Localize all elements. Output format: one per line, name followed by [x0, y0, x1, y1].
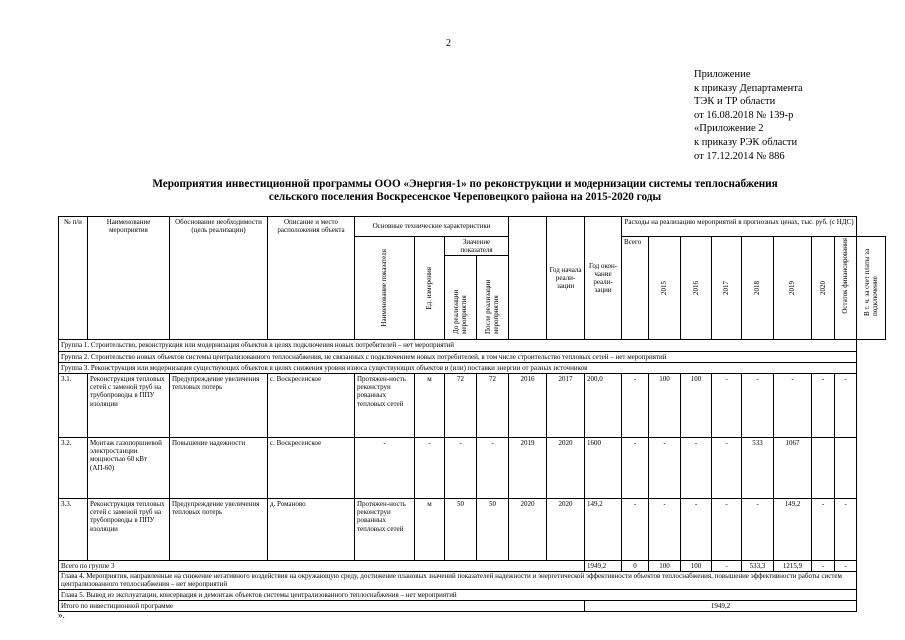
row-name: Монтаж газопоршневой электростанции мощностью 60 кВт (АП-60) [88, 438, 170, 499]
document-title [60, 178, 870, 204]
header-year-2019: 2019 [774, 237, 812, 340]
row-year-start: 2020 [509, 499, 547, 561]
row-2016: 100 [649, 374, 681, 438]
page-number: 2 [446, 38, 451, 49]
header-value-group: Значение показателя [445, 237, 509, 256]
row-reason: Повышение надежности [170, 438, 268, 499]
table-row [59, 438, 886, 499]
appendix-line: к приказу РЭК области [694, 136, 798, 148]
row-location: с. Воскресенское [268, 438, 355, 499]
row-2019: - [742, 374, 774, 438]
row-reason: Предупреждение увеличения тепловых потерь [170, 374, 268, 438]
row-param: Протяжен-ность реконструи рованных тепловых сетей [355, 374, 415, 438]
row-incl-fee: - [835, 374, 857, 438]
row-2015: - [622, 374, 649, 438]
row-before: - [445, 438, 477, 499]
header-tech: Основные технические характеристики [355, 217, 509, 237]
row-param: Протяжен-ность реконструи рованных тепловых сетей [355, 499, 415, 561]
header-empty [509, 217, 547, 340]
header-reason: Обоснование необходимости (цель реализации) [170, 217, 268, 340]
appendix-line: ТЭК и ТР области [694, 96, 776, 108]
row-year-end: 2017 [547, 374, 585, 438]
row-2020: - [774, 374, 812, 438]
appendix-line: «Приложение 2 [694, 123, 764, 135]
row-2016: - [649, 499, 681, 561]
table-row [59, 374, 886, 438]
header-year-2015: 2015 [649, 237, 681, 340]
header-year-2018: 2018 [742, 237, 774, 340]
row-unit: - [415, 438, 445, 499]
header-total: Всего [622, 237, 649, 340]
program-total-value: 1949,2 [585, 600, 857, 611]
row-incl-fee: - [835, 499, 857, 561]
row-before: 72 [445, 374, 477, 438]
group-3-total-incl-fee: - [835, 561, 857, 572]
header-location: Описание и место расположения объекта [268, 217, 355, 340]
row-2017: 100 [681, 374, 712, 438]
program-total-row [59, 600, 886, 611]
header-incl-fee: В т. ч. за счет платы за подключение [857, 237, 886, 340]
header-year-2017: 2017 [712, 237, 742, 340]
row-2020: 1067 [774, 438, 812, 499]
header-year-2016: 2016 [681, 237, 712, 340]
row-2015: - [622, 499, 649, 561]
row-2019: - [742, 499, 774, 561]
group-2-row: Группа 2. Строительство новых объектов системы централизованного теплоснабжения, не связанных с подключением новых потребителей, в том числе строительство тепловых сетей – нет мероприятий [59, 351, 857, 362]
header-year-2020: 2020 [812, 237, 835, 340]
row-2018: - [712, 499, 742, 561]
row-param: - [355, 438, 415, 499]
appendix-line: от 17.12.2014 № 886 [694, 150, 785, 162]
row-remaining: - [812, 374, 835, 438]
row-after: - [477, 438, 509, 499]
chapter-5-row: Глава 5. Вывод из эксплуатации, консервация и демонтаж объектов системы централизованного теплоснабжения – нет мероприятий [59, 589, 857, 600]
row-unit: м [415, 374, 445, 438]
row-location: с. Воскресенское [268, 374, 355, 438]
header-num: № п/и [59, 217, 88, 340]
row-year-end: 2020 [547, 438, 585, 499]
header-after: После реализации мероприятия [477, 256, 509, 340]
group-3-total-2015: 0 [622, 561, 649, 572]
title-line-2: сельского поселения Воскресенское Череповецкого района на 2015-2020 годы [268, 191, 662, 203]
row-name: Реконструкция тепловых сетей с заменой труб на трубопроводы в ППУ изоляции [88, 499, 170, 561]
row-2015: - [622, 438, 649, 499]
row-before: 50 [445, 499, 477, 561]
header-year-end: Год окон-чание реали-зации [585, 217, 622, 340]
appendix-line: к приказу Департамента [694, 82, 803, 94]
row-2018: - [712, 438, 742, 499]
row-2018: - [712, 374, 742, 438]
header-param-name: Наименование показателя [355, 237, 415, 340]
row-year-end: 2020 [547, 499, 585, 561]
program-total-label: Итого по инвестиционной программе [59, 600, 585, 611]
appendix-line: от 16.08.2018 № 139-р [694, 109, 794, 121]
row-incl-fee [835, 438, 857, 499]
header-remaining: Остаток финансирования [835, 237, 857, 340]
group-3-total-2019: 533,3 [742, 561, 774, 572]
header-costs: Расходы на реализацию мероприятий в прогнозных ценах, тыс. руб. (с НДС) [622, 217, 857, 237]
row-total: 200,0 [585, 374, 622, 438]
group-3-total-2020: 1215,9 [774, 561, 812, 572]
chapter-4-row: Глава 4. Мероприятия, направленные на снижение негативного воздействия на окружающую среду, достижение плановых значений показателей надежности и энергетической эффективности объектов теплоснабжения, повышение эффективности работы систем централизованного теплоснабжения – нет мероприятий [59, 572, 857, 589]
row-remaining: - [812, 499, 835, 561]
group-1-row: Группа 1. Строительство, реконструкция или модернизация объектов в целях подключения новых потребителей – нет мероприятий [59, 340, 857, 351]
group-3-total-2018: - [712, 561, 742, 572]
row-year-start: 2016 [509, 374, 547, 438]
row-2017: - [681, 438, 712, 499]
row-num: 3.2. [59, 438, 88, 499]
row-total: 1600 [585, 438, 622, 499]
header-name: Наименование мероприятия [88, 217, 170, 340]
group-3-total-2017: 100 [681, 561, 712, 572]
row-2016: - [649, 438, 681, 499]
title-line-1: Мероприятия инвестиционной программы ООО «Энергия-1» по реконструкции и модернизации системы теплоснабжения [152, 178, 778, 190]
group-3-total-row [59, 561, 886, 572]
row-unit: м [415, 499, 445, 561]
row-name: Реконструкция тепловых сетей с заменой труб на трубопроводы в ППУ изоляции [88, 374, 170, 438]
row-total: 149,2 [585, 499, 622, 561]
row-location: д. Романово [268, 499, 355, 561]
header-before: До реализации мероприятия [445, 256, 477, 340]
row-year-start: 2019 [509, 438, 547, 499]
group-3-total-sum: 1949,2 [585, 561, 622, 572]
row-after: 72 [477, 374, 509, 438]
row-2019: 533 [742, 438, 774, 499]
row-2020: 149,2 [774, 499, 812, 561]
row-2017: - [681, 499, 712, 561]
row-remaining [812, 438, 835, 499]
group-3-total-label: Всего по группе 3 [59, 561, 585, 572]
group-3-total-remaining: - [812, 561, 835, 572]
appendix-line: Приложение [694, 69, 751, 80]
appendix-note [694, 68, 894, 163]
table-row [59, 499, 886, 561]
measures-table [58, 216, 886, 612]
row-reason: Предупреждение увеличения тепловых потерь [170, 499, 268, 561]
group-3-row: Группа 3. Реконструкция или модернизация существующих объектов в целях снижения уровня износа существующих объектов и (или) поставки энергии от разных источников [59, 362, 857, 373]
row-num: 3.3. [59, 499, 88, 561]
header-unit: Ед. измерения [415, 237, 445, 340]
group-3-total-2016: 100 [649, 561, 681, 572]
header-year-start: Год начала реали-зации [547, 217, 585, 340]
row-after: 50 [477, 499, 509, 561]
closing-quote: ». [58, 610, 65, 620]
row-num: 3.1. [59, 374, 88, 438]
